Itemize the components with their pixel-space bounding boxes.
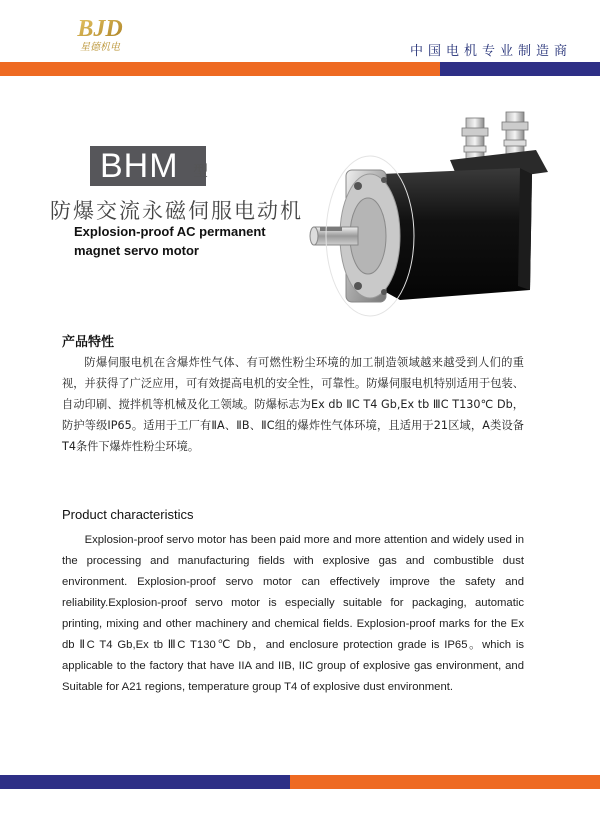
cable-gland-left bbox=[462, 118, 488, 162]
servo-motor-image bbox=[300, 100, 560, 320]
company-tagline: 中国电机专业制造商 bbox=[409, 44, 572, 59]
section-body-cn: 防爆伺服电机在含爆炸性气体、有可燃性粉尘环境的加工制造领域越来越受到人们的重视，并获得了广泛应用，可有效提高电机的安全性，可靠性。防爆伺服电机特别适用于包装、自动印刷、搅拌机等机械及化工领域。防爆标志为Ex db ⅡC T4 Gb,Ex tb ⅢC T130℃ Db，防护等级IP65。适用于工厂有ⅡA、ⅡB、ⅡC组的爆炸性气体环境，且适用于21区域，A类设备T4条件下爆炸性粉尘环境。 bbox=[62, 356, 524, 453]
section-heading-cn: 产品特性 bbox=[62, 335, 115, 350]
section-body-en: Explosion-proof servo motor has been paid more and more attention and widely used in the processing and manufacturing fields with explosive gas and combustible dust environment. Explosion-proof servo motor can effectively improve the safety and reliability.Explosion-proof servo motor is especially suitable for packaging, automatic printing, mixing and other machinery and chemical fields. Explosion-proof marks for the Ex db ⅡC T4 Gb,Ex tb ⅢC T130℃ Db，and enclosure protection grade is IP65。which is applicable to the factory that have IIA and IIB, IIC group of explosive gas environment, and Suitable for A21 regions, temperature group T4 of explosive dust environment. bbox=[62, 534, 524, 693]
footer-bar-navy bbox=[0, 775, 290, 789]
header-bar-orange bbox=[0, 62, 440, 76]
model-code: BHM bbox=[100, 147, 179, 185]
product-title-cn: 防爆交流永磁伺服电动机 bbox=[50, 199, 303, 223]
model-suffix: 型 bbox=[193, 162, 209, 180]
header-color-bar bbox=[0, 62, 600, 76]
footer-color-bar bbox=[0, 775, 600, 789]
logo-text: 星德机电 bbox=[80, 42, 120, 52]
product-title-en: Explosion-proof AC permanent magnet servo motor bbox=[74, 224, 266, 258]
section-heading-en: Product characteristics bbox=[62, 507, 194, 522]
footer-bar-orange bbox=[290, 775, 600, 789]
header-bar-navy bbox=[440, 62, 600, 76]
logo-mark: BJD bbox=[77, 16, 123, 42]
company-logo bbox=[64, 12, 136, 52]
motor-shaft bbox=[310, 227, 358, 245]
